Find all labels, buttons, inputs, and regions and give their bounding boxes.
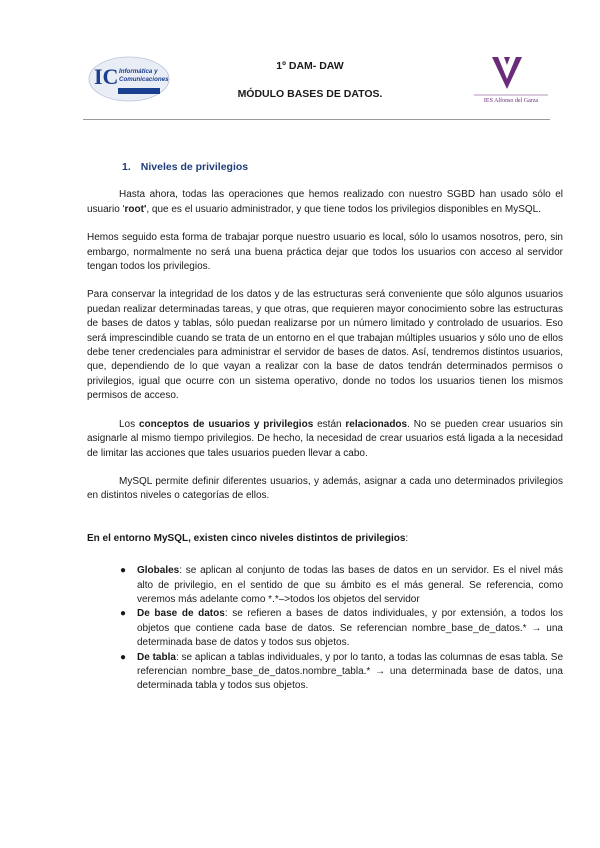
p4-text-a: Los <box>119 418 139 430</box>
list-item <box>120 564 563 607</box>
section-number: 1. <box>122 161 131 173</box>
level-text: : se refieren a bases de datos individuales, y por extensión, a todos los objetos que contiene cada base de datos. Se referencian nombre_base_de_datos.* → una determinada base de datos y todos sus objetos. <box>137 608 563 649</box>
level-term: Globales <box>137 565 180 577</box>
levels-title-colon: : <box>405 532 409 544</box>
svg-text:IES Alfonso del Garza: IES Alfonso del Garza <box>483 98 539 104</box>
p4-bold: conceptos de usuarios y privilegios <box>138 418 314 430</box>
level-text: : se aplican al conjunto de todas las bases de datos en un servidor. Es el nivel más alto de privilegio, en el sentido de que su ámbito es el más general. Se referencia, como veremos más adelante como *.*–>todos los objetos del servidor <box>137 565 563 605</box>
p4-text-c: . No se pueden crear usuarios sin asignarle al mismo tiempo privilegios. De hecho, la necesidad de crear usuarios está ligada a la necesidad de limitar las acciones que tales usuarios pueden llevar a cabo. <box>87 418 563 459</box>
bullet-icon: ● <box>120 651 127 663</box>
level-text: : se aplican a tablas individuales, y por lo tanto, a todas las columnas de esas tabla. Se referencian nombre_base_de_datos.nombre_tabla.* → una determinada base de datos, una determinada tabla y todos sus objetos. <box>137 651 564 692</box>
p4-text-b: están <box>313 418 346 430</box>
levels-list <box>87 564 563 694</box>
bullet-icon: ● <box>120 608 127 620</box>
paragraph-5: MySQL permite definir diferentes usuarios, y además, asignar a cada uno determinados privilegios en distintos niveles o categorías de ellos. <box>87 475 563 502</box>
informatica-logo <box>88 56 170 102</box>
header-divider <box>83 119 550 120</box>
section-title: Niveles de privilegios <box>140 161 249 173</box>
level-term: De tabla <box>137 651 176 663</box>
section-heading <box>122 160 563 174</box>
p4-bold-2: relacionados <box>345 418 408 430</box>
ies-logo <box>470 55 552 105</box>
levels-title: En el entorno MySQL, existen cinco niveles distintos de privilegios <box>87 532 406 544</box>
list-item <box>120 651 564 694</box>
document-body <box>87 160 563 694</box>
paragraph-4 <box>87 418 563 461</box>
list-item <box>120 607 563 650</box>
bullet-icon: ● <box>120 565 127 577</box>
level-term: De base de datos <box>137 608 225 620</box>
paragraph-3: Para conservar la integridad de los datos y de las estructuras será conveniente que sólo algunos usuarios puedan realizar determinadas tareas, y que otras, que requieren mayor conocimiento sobre las estructuras de bases de datos y tablas, sólo puedan realizarse por un número limitado y controlado de usuarios. Eso será imprescindible cuando se trata de un entorno en el que trabajan múltiples usuarios y sólo uno de ellos debe tener credenciales para administrar el servidor de bases de datos. Así, tendremos distintos usuarios, que, dependiendo de lo que vayan a realizar con la base de datos tendrán determinados permisos o privilegios, igual que ocurre con un sistema operativo, donde no todos los usuarios tienen los mismos permisos de acceso. <box>87 289 563 402</box>
p1-text-b: , que es el usuario administrador, y que tiene todos los privilegios disponibles en MySQL. <box>146 203 541 215</box>
course-label: 1º DAM- DAW <box>276 60 344 72</box>
levels-heading <box>87 532 563 546</box>
p1-root: root' <box>124 203 147 215</box>
svg-text:IC: IC <box>94 64 119 89</box>
document-title-block <box>200 52 420 108</box>
svg-text:Comunicaciones: Comunicaciones <box>119 76 169 83</box>
module-label: MÓDULO BASES DE DATOS. <box>237 88 383 100</box>
p1-text-a: Hasta ahora, todas las operaciones que hemos realizado con nuestro SGBD han usado sólo el usuario ' <box>87 189 563 215</box>
paragraph-1 <box>87 188 563 217</box>
page-header <box>0 0 600 125</box>
paragraph-2: Hemos seguido esta forma de trabajar porque nuestro usuario es local, sólo lo usamos nosotros, pero, sin embargo, normalmente no será una buena práctica dejar que todos los usuarios con acceso al servidor tengan todos los privilegios. <box>87 232 563 273</box>
svg-text:Informática y: Informática y <box>119 68 158 75</box>
